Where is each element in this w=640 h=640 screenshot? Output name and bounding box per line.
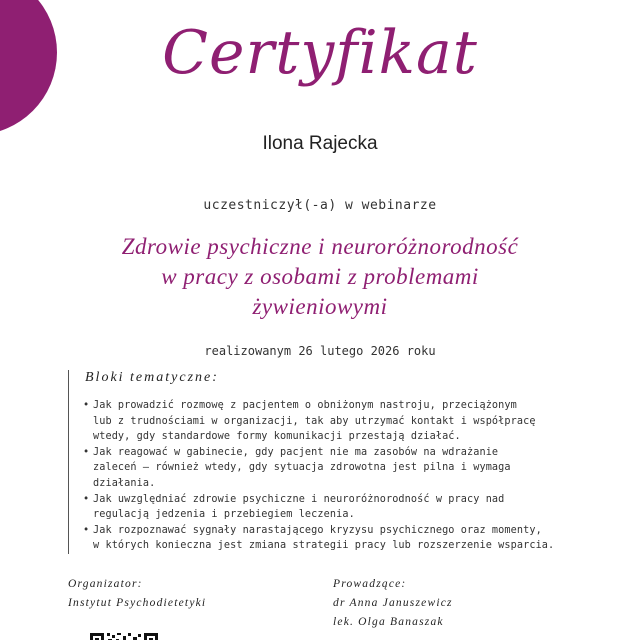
participation-text: uczestniczył(-a) w webinarze: [203, 198, 437, 213]
topics-section: [68, 370, 588, 554]
topic-line: działania.: [93, 477, 156, 489]
webinar-title: [60, 232, 580, 322]
webinar-title-line: Zdrowie psychiczne i neuroróżnorodność: [121, 234, 519, 259]
qr-code-icon: [90, 630, 158, 640]
webinar-title-line: żywieniowymi: [252, 294, 388, 319]
topic-item: [83, 398, 588, 445]
topic-line: lub z trudnościami w organizacji, tak aby utrzymać kontakt i współpracę: [93, 415, 536, 427]
certificate-title: Certyfikat: [162, 18, 478, 88]
webinar-title-line: w pracy z osobami z problemami: [161, 264, 479, 289]
topic-line: regulacją jedzenia i przebiegiem leczenia.: [93, 509, 355, 521]
recipient-name: Ilona Rajecka: [262, 133, 378, 154]
topic-item: [83, 492, 588, 523]
topic-line: • Jak uwzględniać zdrowie psychiczne i neuroróżnorodność w pracy nad: [93, 493, 505, 505]
leader-name: lek. Olga Banaszak: [333, 616, 444, 628]
topic-line: zaleceń – również wtedy, gdy sytuacja zdrowotna jest pilna i wymaga: [93, 462, 511, 474]
organizer-label: Organizator:: [68, 578, 143, 590]
topic-line: • Jak rozpoznawać sygnały narastającego kryzysu psychicznego oraz momenty,: [93, 524, 542, 536]
leader-name: dr Anna Januszewicz: [333, 597, 453, 609]
leaders-label: Prowadzące:: [333, 578, 407, 590]
organizer-block: [68, 575, 206, 613]
webinar-date: realizowanym 26 lutego 2026 roku: [204, 344, 436, 358]
topics-heading: Bloki tematyczne:: [85, 370, 219, 385]
organizer-name: Instytut Psychodietetyki: [68, 597, 207, 609]
topic-line: • Jak prowadzić rozmowę z pacjentem o obniżonym nastroju, przeciążonym: [93, 400, 517, 411]
leaders-block: [333, 575, 453, 632]
topics-list: [83, 398, 588, 554]
topic-line: w których konieczna jest zmiana strategii pracy lub rozszerzenie wsparcia.: [93, 540, 555, 552]
topic-item: [83, 523, 588, 554]
topic-line: wtedy, gdy standardowe formy komunikacji przestają działać.: [93, 431, 461, 443]
topic-line: • Jak reagować w gabinecie, gdy pacjent nie ma zasobów na wdrażanie: [93, 446, 499, 458]
topic-item: [83, 445, 588, 492]
